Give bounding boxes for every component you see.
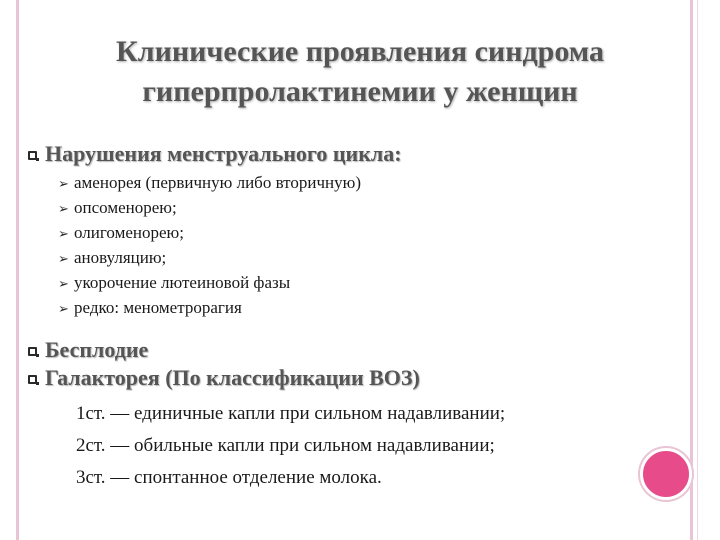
frame-right-inner-line	[697, 0, 698, 540]
infertility-section-heading	[28, 337, 148, 363]
menstrual-heading-text: Нарушения менструального цикла:	[45, 141, 402, 166]
frame-left-line	[16, 0, 19, 540]
list-item	[58, 221, 361, 246]
menstrual-section-heading	[28, 141, 402, 167]
list-item	[58, 296, 361, 321]
checkbox-bullet-icon	[28, 375, 37, 384]
arrow-bullet-icon: ➢	[58, 176, 69, 191]
list-item	[58, 196, 361, 221]
slide-title	[60, 32, 660, 112]
list-item-text: ановуляцию;	[74, 248, 167, 267]
list-item-text: укорочение лютеиновой фазы	[74, 273, 291, 292]
list-item	[58, 246, 361, 271]
galactorrhea-stages-list	[76, 398, 505, 494]
stage-item: 3ст. — спонтанное отделение молока.	[76, 467, 382, 488]
arrow-bullet-icon: ➢	[58, 251, 69, 266]
checkbox-bullet-icon	[28, 347, 37, 356]
title-line-2: гиперпролактинемии у женщин	[142, 75, 578, 108]
galactorrhea-heading-text: Галакторея (По классификации ВОЗ)	[45, 365, 420, 390]
arrow-bullet-icon: ➢	[58, 276, 69, 291]
arrow-bullet-icon: ➢	[58, 301, 69, 316]
infertility-heading-text: Бесплодие	[45, 337, 149, 362]
title-line-1: Клинические проявления синдрома	[115, 35, 605, 68]
list-item-text: олигоменорею;	[74, 223, 184, 242]
list-item-text: аменорея (первичную либо вторичную)	[74, 173, 361, 192]
checkbox-bullet-icon	[28, 151, 37, 160]
list-item-text: редко: менометрорагия	[74, 298, 242, 317]
list-item-text: опсоменорею;	[74, 198, 177, 217]
frame-right-line	[690, 0, 693, 540]
list-item	[58, 171, 361, 196]
stage-item: 2ст. — обильные капли при сильном надавливании;	[76, 435, 495, 456]
galactorrhea-section-heading	[28, 365, 420, 391]
stage-item: 1ст. — единичные капли при сильном надавливании;	[76, 403, 506, 424]
decorative-circle	[640, 448, 692, 500]
menstrual-items-list	[58, 171, 361, 321]
arrow-bullet-icon: ➢	[58, 201, 69, 216]
list-item	[58, 271, 361, 296]
arrow-bullet-icon: ➢	[58, 226, 69, 241]
